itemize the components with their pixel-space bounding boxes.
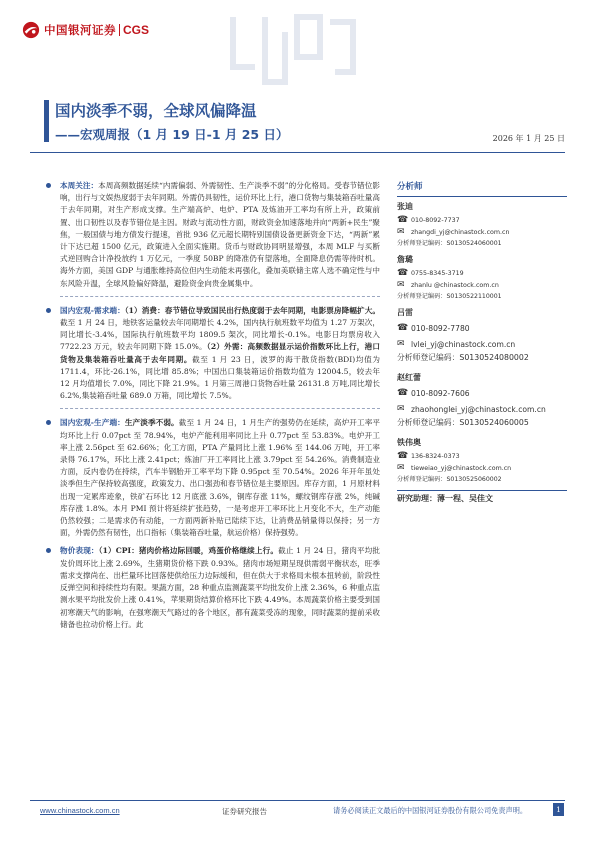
section-text: 截止 1 月 24 日，猪肉平均批发价周环比上涨 2.69%，生猪期货价格下跌 0.93%。猪肉市场短期呈现供需弱平衡状态，旺季需求支撑尚在、出栏量环比回落使供给压力边际缓和，但在供大于求格局未根本扭转前，阶段性反弹空间和持续性均有限。果蔬方面，28 种重点监测蔬菜平均批发价上涨 2.36%，6 种重点监测水果平均批发价上涨 0.41%，苹果期货结算价格环比下跌 4.49%。本周蔬菜价格主要受到国初寒潮天气的影响，在强寒潮天气路过的各个地区，都有蔬菜受冻的现象，同时蔬菜的提前采收储备也拉动价格上行。此 [60, 546, 381, 629]
footer-doc-type: 证券研究报告 [222, 807, 267, 816]
report-body [60, 180, 380, 637]
section-production [60, 417, 380, 539]
email-icon: ✉ [397, 280, 405, 290]
email-icon: ✉ [397, 227, 405, 237]
analyst-email[interactable]: lvlei_yj@chinastock.com.cn [411, 339, 516, 349]
email-icon: ✉ [397, 404, 405, 414]
analyst-phone: 010-8092-7737 [411, 216, 460, 224]
section-lead: 物价表现： [60, 546, 99, 556]
section-lead: 国内宏观-生产端： [60, 418, 125, 428]
demand-external-label: （2）外需：高频数据显示运价指数环比上行，港口货物及集装箱吞吐量高于去年同期。 [60, 342, 380, 364]
analyst-name: 张迪 [397, 202, 413, 211]
company-logo [22, 20, 149, 40]
analyst-registration: 分析师登记编码：S0130524060005 [397, 418, 529, 427]
phone-icon: ☎ [397, 268, 409, 278]
section-demand [60, 305, 380, 403]
report-title: 国内淡季不弱，全球风偏降温 [55, 102, 257, 120]
title-accent-bar [44, 100, 49, 142]
analyst-email[interactable]: zhaohonglei_yj@chinastock.com.cn [411, 404, 546, 414]
analyst-sidebar [397, 180, 567, 504]
report-subtitle: ——宏观周报（1 月 19 日-1 月 25 日） [55, 127, 289, 142]
section-prices [60, 545, 380, 630]
bullet-icon [46, 183, 51, 188]
analyst-card [397, 201, 567, 250]
analyst-registration: 分析师登记编码：S0130524080002 [397, 353, 529, 362]
galaxy-logo-icon [22, 21, 40, 39]
analyst-phone: 010-8092-7780 [411, 323, 470, 333]
watermark-graphic [225, 12, 360, 97]
bullet-icon [46, 308, 51, 313]
bullet-icon [46, 420, 51, 425]
analyst-phone: 010-8092-7606 [411, 388, 470, 398]
section-divider [60, 408, 380, 409]
logo-text-cn: 中国银河证券 [44, 23, 116, 37]
analyst-email[interactable]: zhangdi_yj@chinastock.com.cn [411, 228, 510, 236]
analyst-card [397, 254, 567, 303]
section-text: 本周高频数据延续“内需偏弱、外需韧性、生产淡季不弱”的分化格局。受春节错位影响，出行与文娱热度弱于去年同期。外需仍具韧性，运价环比上行，港口货物与集装箱吞吐量高于去年同期，对生产形成支撑。生产端高炉、电炉、PTA 及炼油开工率均有所上升，政策前置、出口韧性以及春节错位是主因。财政与流动性方面，财政资金加速落地并向“两新+民生”聚焦，一般国债与地方债发行提速，首批 936 亿元超长期特别国债设备更新资金下达，“两新”累计下达已超 1500 亿元，政策进入全面实施期。货币与财政协同明显增强，本周 MLF 与买断式逆回购合计净投放约 1 万亿元，一季度 50BP 的降准仍有望落地，全面降息仍需等待时机。海外方面，美国 GDP 与通胀维持高位但内生动能未再强化，叠加美联储主席人选不确定性与中东风险升温，全球风险偏好降温，避险资金向贵金属集中。 [60, 181, 380, 288]
logo-text-en: CGS [123, 23, 150, 37]
header-rule [30, 152, 565, 153]
analyst-registration: 分析师登记编码：S0130522110001 [397, 293, 502, 300]
page-number: 1 [553, 803, 564, 816]
phone-icon: ☎ [397, 451, 409, 461]
phone-icon: ☎ [397, 215, 409, 225]
logo-divider [119, 24, 120, 36]
analyst-card [397, 372, 567, 433]
phone-icon: ☎ [397, 388, 409, 398]
demand-consumption-text: 截至 1 月 24 日，地铁客运量较去年同期增长 4.2%，国内执行航班数平均值为 1.27 万架次，同比增长-3.4%，国际执行航班数平均 1809.5 架次，同比增长-0.1%。电影日均票房收入 7722.23 万元，较去年同期下降 15.0%。 [60, 318, 380, 352]
analyst-name: 铁伟奥 [397, 438, 421, 447]
section-lead: 本周关注： [60, 181, 99, 190]
section-lead-2: （1）CPI：猪肉价格边际回暖，鸡蛋价格继续上行。 [98, 546, 279, 556]
analyst-name: 詹璐 [397, 255, 413, 264]
analyst-name: 吕雷 [397, 308, 413, 317]
demand-consumption-label: （1）消费：春节错位导致国民出行热度弱于去年同期，电影票房降幅扩大。 [124, 305, 380, 315]
analyst-registration: 分析师登记编码：S0130524060001 [397, 240, 502, 247]
analyst-email[interactable]: zhanlu @chinastock.com.cn [411, 281, 499, 289]
research-assistants: 研究助理：薄一程、吴佳文 [397, 490, 567, 504]
analyst-card [397, 307, 567, 368]
email-icon: ✉ [397, 339, 405, 349]
analyst-phone: 136-8324-0373 [411, 452, 460, 460]
section-text: 截至 1 月 24 日，1 月生产的强势仍在延续，高炉开工率平均环比上行 0.07pct 至 78.94%，电炉产能利用率同比上升 0.77pct 至 53.83%。电炉开工率上涨 2.56pct 至 62.66%；化工方面，PTA 产量同比上涨 1.96% 至 144.06 万吨，开工率录得 76.17%，环比上涨 2.41pct；炼油厂开工率同比上涨 3.79pct 至 54.26%。消费制造业方面，反内卷仍在持续，汽车半钢胎开工率平均下降 0.95pct 至 70.54%。2026 年开年虽处淡季但生产保持较高强度，政策发力、出口强劲和春节错位是主要原因。库存方面，1 月原材料出现一定累库迹象，铁矿石环比 12 月底涨 3.6%，铜库存涨 11%，螺纹钢库存涨 2%，纯碱库存涨 1.8%。本月 PMI 预计将延续扩张趋势，一是考虑开工率环比上月变化不大，生产动能仍然较强；二是需求仍有动能，一方面两新补贴已陆续下达，让消费品销量得以保持；另一方面，外需仍然有韧性，出口指标（集装箱吞吐量，航运价格）保持强势。 [60, 418, 380, 538]
analyst-registration: 分析师登记编码：S0130525060002 [397, 476, 502, 483]
section-lead-2: 生产淡季不弱。 [124, 418, 179, 428]
report-date: 2026 年 1 月 25 日 [492, 134, 565, 143]
analyst-phone: 0755-8345-3719 [411, 269, 464, 277]
demand-external-text: 截至 1 月 23 日，波罗的海干散货指数(BDI)均值为 1711.4，环比-26.1%，同比增 85.8%；中国出口集装箱运价指数均值为 12004.5，较去年 12 月均值增长 7.0%，同比下降 21.9%。1 月第三周港口货物吞吐量 26131.8 万吨,同比增长 6.2%,集装箱吞吐量 689.0 万箱，同比增长 7.5%。 [60, 354, 381, 401]
footer-website-link[interactable]: www.chinastock.com.cn [40, 806, 120, 815]
analyst-card [397, 437, 567, 486]
analyst-email[interactable]: tieweiao_yj@chinastock.com.cn [411, 464, 512, 472]
phone-icon: ☎ [397, 323, 409, 333]
footer-disclaimer: 请务必阅读正文最后的中国银河证券股份有限公司免责声明。 [333, 806, 528, 815]
bullet-icon [46, 548, 51, 553]
section-lead: 国内宏观-需求端： [60, 305, 125, 315]
footer-rule [30, 800, 565, 801]
section-divider [60, 296, 380, 297]
analyst-name: 赵红蕾 [397, 373, 421, 382]
section-weekly-focus [60, 180, 380, 290]
email-icon: ✉ [397, 463, 405, 473]
analyst-heading: 分析师 [397, 180, 567, 197]
